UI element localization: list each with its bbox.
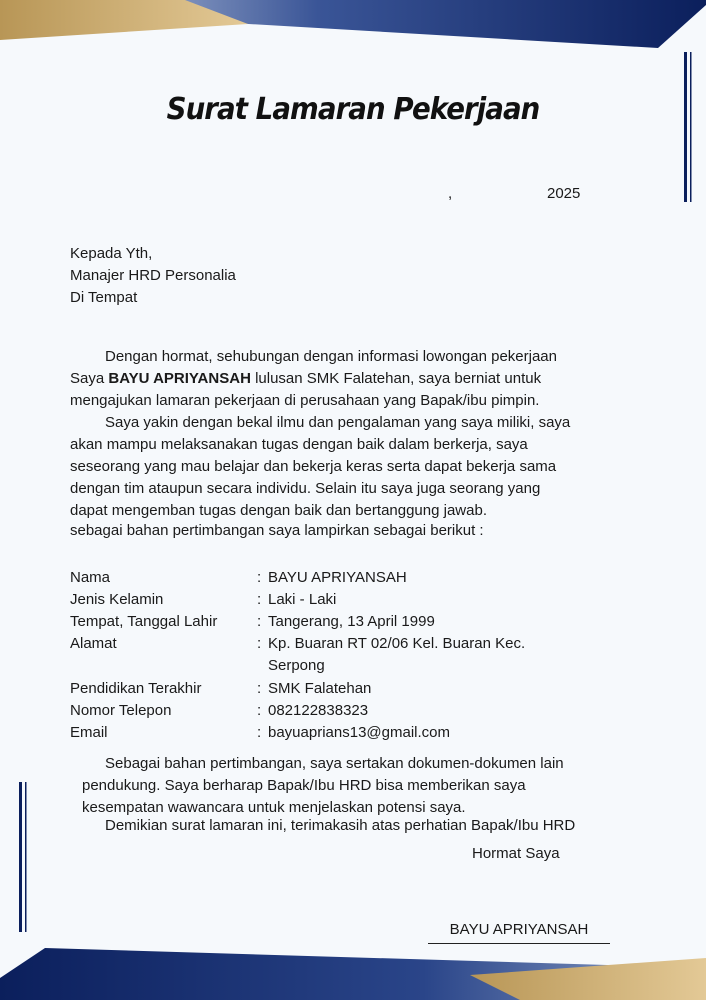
intro-line: Dengan hormat, sehubungan dengan informasi lowongan pekerjaan [105, 348, 557, 365]
intro-line: Saya BAYU APRIYANSAH lulusan SMK Falatehan, saya berniat untuk [70, 370, 542, 387]
detail-label: Nama [70, 569, 111, 586]
recipient-line: Kepada Yth, [70, 245, 153, 262]
intro-line: akan mampu melaksanakan tugas dengan baik dalam berkerja, saya [70, 436, 528, 453]
recipient-line: Di Tempat [70, 289, 138, 306]
detail-value: BAYU APRIYANSAH [268, 569, 407, 586]
applicant-name-bold: BAYU APRIYANSAH [108, 370, 251, 387]
closing-line: kesempatan wawancara untuk menjelaskan potensi saya. [82, 799, 466, 816]
signature-name: BAYU APRIYANSAH [449, 921, 589, 938]
detail-label: Alamat [70, 635, 117, 652]
intro-line: Saya yakin dengan bekal ilmu dan pengalaman yang saya miliki, saya [105, 414, 571, 431]
detail-value: Kp. Buaran RT 02/06 Kel. Buaran Kec. [268, 635, 526, 652]
detail-value: Tangerang, 13 April 1999 [268, 613, 435, 630]
detail-colon: : [257, 680, 262, 697]
right-accent-bar [684, 52, 687, 202]
intro-line: dengan tim ataupun secara individu. Selain itu saya juga seorang yang [70, 480, 541, 497]
date-year: 2025 [547, 185, 581, 202]
closing-line: pendukung. Saya berharap Bapak/Ibu HRD bisa memberikan saya [82, 777, 526, 794]
signature-line [428, 943, 610, 944]
detail-colon: : [257, 613, 262, 630]
closing-line: Sebagai bahan pertimbangan, saya sertakan dokumen-dokumen lain [105, 755, 564, 772]
closing-line: Demikian surat lamaran ini, terimakasih atas perhatian Bapak/Ibu HRD [105, 817, 576, 834]
date-comma: , [448, 185, 453, 202]
detail-colon: : [257, 591, 262, 608]
detail-value: Laki - Laki [268, 591, 337, 608]
detail-label: Jenis Kelamin [70, 591, 164, 608]
detail-value: 082122838323 [268, 702, 369, 719]
intro-line: sebagai bahan pertimbangan saya lampirkan sebagai berikut : [70, 522, 484, 539]
detail-value: bayuaprians13@gmail.com [268, 724, 450, 741]
detail-value-continued: Serpong [268, 657, 325, 674]
detail-colon: : [257, 635, 262, 652]
intro-line: seseorang yang mau belajar dan bekerja keras serta dapat bekerja sama [70, 458, 557, 475]
left-accent-bar-thin [25, 782, 27, 932]
right-accent-bar-thin [690, 52, 692, 202]
detail-label: Pendidikan Terakhir [70, 680, 202, 697]
detail-label: Email [70, 724, 108, 741]
detail-colon: : [257, 724, 262, 741]
recipient-line: Manajer HRD Personalia [70, 267, 236, 284]
letter-title: Surat Lamaran Pekerjaan [166, 92, 540, 127]
intro-line: dapat mengemban tugas dengan baik dan bertanggung jawab. [70, 502, 487, 519]
detail-label: Nomor Telepon [70, 702, 172, 719]
detail-colon: : [257, 702, 262, 719]
signature-greeting: Hormat Saya [472, 845, 560, 862]
detail-colon: : [257, 569, 262, 586]
intro-line: mengajukan lamaran pekerjaan di perusahaan yang Bapak/ibu pimpin. [70, 392, 540, 409]
left-accent-bar [19, 782, 22, 932]
detail-label: Tempat, Tanggal Lahir [70, 613, 218, 630]
detail-value: SMK Falatehan [268, 680, 372, 697]
